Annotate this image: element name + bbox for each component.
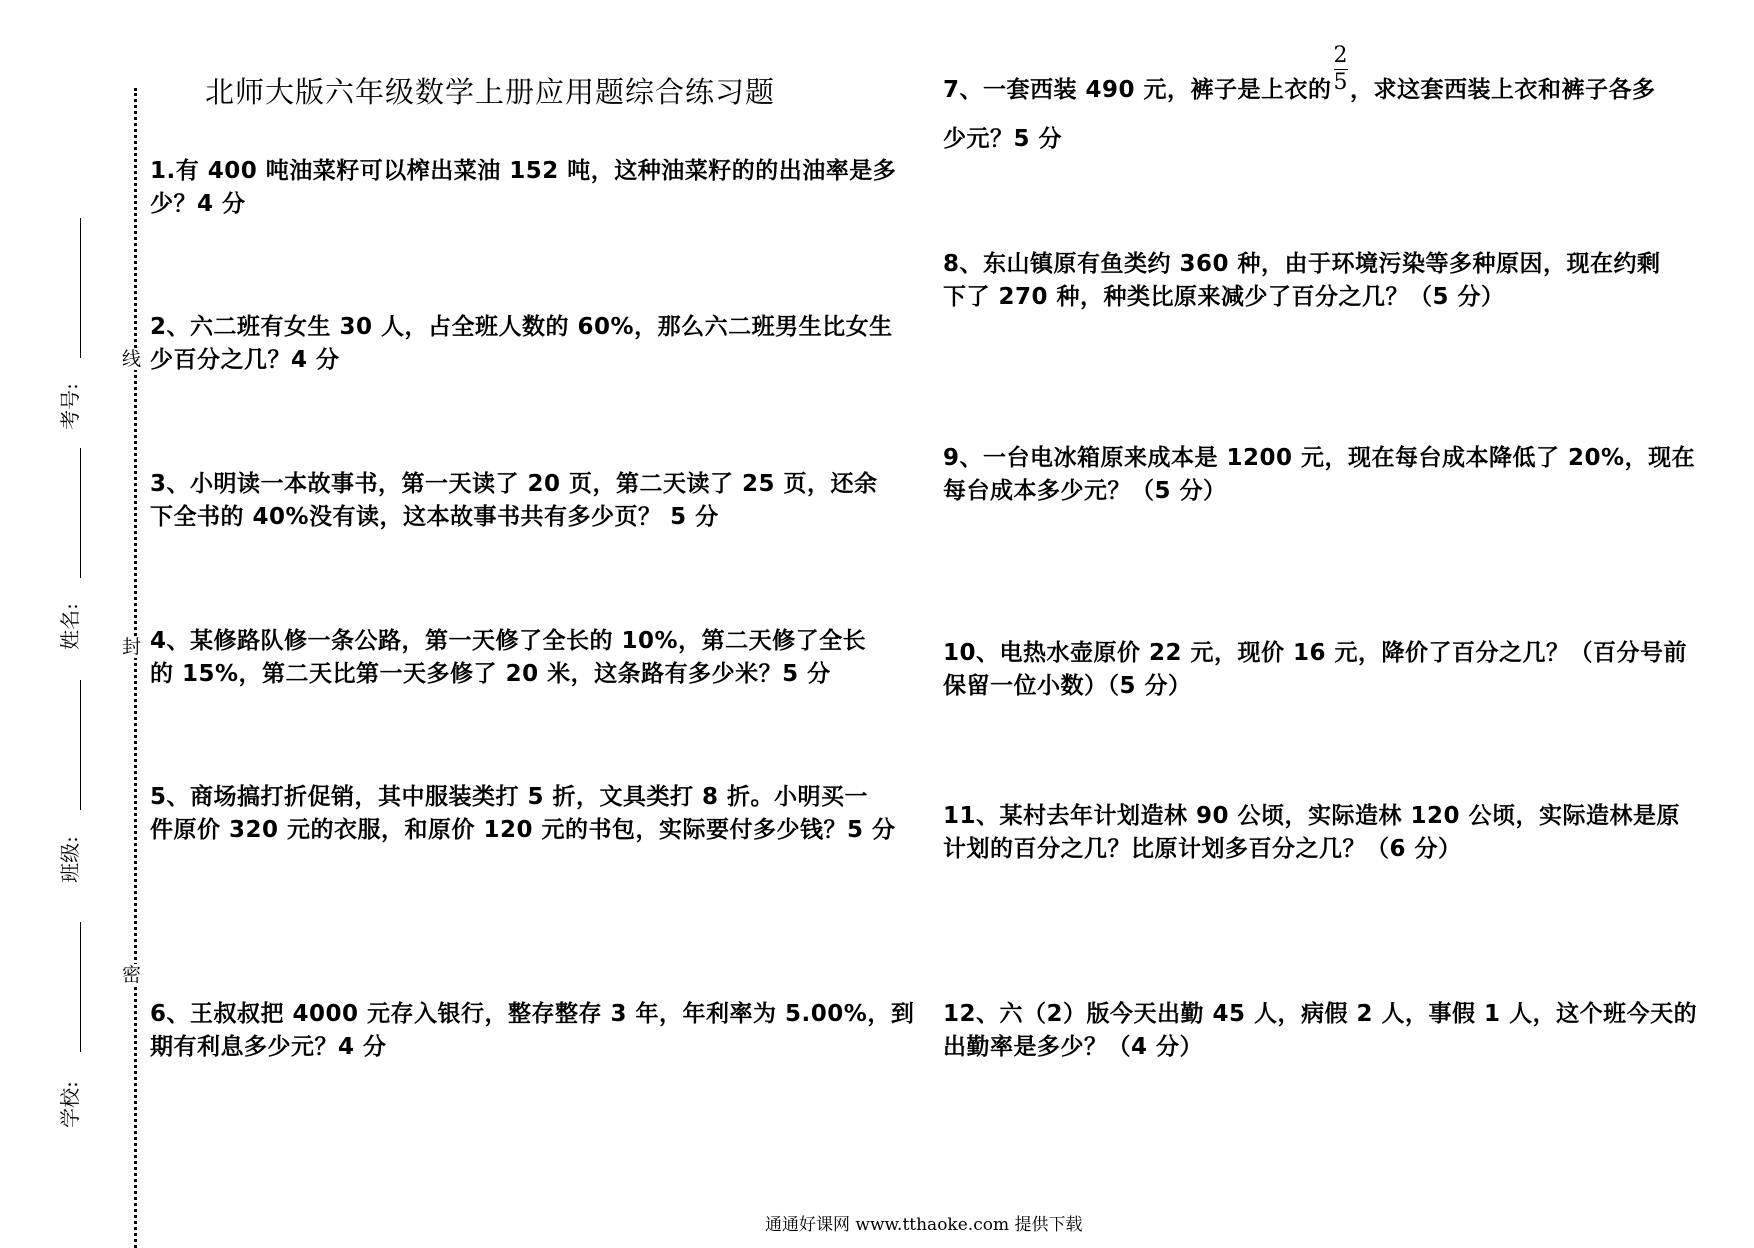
question-8-line2: 下了 270 种，种类比原来减少了百分之几？（5 分） [943,284,1505,310]
question-11-line1: 11、某村去年计划造林 90 公顷，实际造林 120 公顷，实际造林是原 [943,803,1681,829]
binding-dotted-line [134,88,137,1248]
question-5 [150,781,896,847]
school-line [80,922,81,1052]
question-11-line2: 计划的百分之几？比原计划多百分之几？（6 分） [943,836,1462,862]
question-2 [150,311,893,377]
question-1-line2: 少？4 分 [150,191,246,217]
question-9 [943,442,1695,508]
fraction-two-fifths [1334,44,1349,95]
exam-number-line [80,218,81,358]
question-2-line1: 2、六二班有女生 30 人，占全班人数的 60%，那么六二班男生比女生 [150,314,893,340]
question-1 [150,155,896,221]
seal-char-feng: 封 [122,636,142,658]
question-3-line1: 3、小明读一本故事书，第一天读了 20 页，第二天读了 25 页，还余 [150,471,878,497]
question-9-line1: 9、一台电冰箱原来成本是 1200 元，现在每台成本降低了 20%，现在 [943,445,1696,471]
exam-number-label: 考号: [57,383,82,430]
fraction-numerator: 2 [1333,43,1349,68]
question-12-line2: 出勤率是多少？（4 分） [943,1034,1204,1060]
question-10-line1: 10、电热水壶原价 22 元，现价 16 元，降价了百分之几？（百分号前 [943,640,1688,666]
question-10 [943,637,1687,703]
class-label: 班级: [57,836,82,883]
question-1-line1: 1.有 400 吨油菜籽可以榨出菜油 152 吨，这种油菜籽的的出油率是多 [150,158,897,184]
question-8 [943,248,1661,314]
question-7-text-a: 7、一套西装 490 元，裤子是上衣的 [943,77,1332,103]
question-6 [150,998,914,1064]
question-3 [150,468,878,534]
question-9-line2: 每台成本多少元？（5 分） [943,478,1227,504]
question-10-line2: 保留一位小数）（5 分） [943,673,1192,699]
fraction-denominator: 5 [1333,70,1349,95]
question-4-line1: 4、某修路队修一条公路，第一天修了全长的 10%，第二天修了全长 [150,628,867,654]
question-7 [943,43,1656,156]
page-title: 北师大版六年级数学上册应用题综合练习题 [205,75,776,109]
question-4-line2: 的 15%，第二天比第一天多修了 20 米，这条路有多少米？5 分 [150,661,831,687]
footer-source: 通通好课网 www.tthaoke.com 提供下载 [765,1215,1083,1235]
name-line [80,448,81,578]
question-5-line2: 件原价 320 元的衣服，和原价 120 元的书包，实际要付多少钱？5 分 [150,817,896,843]
question-6-line1: 6、王叔叔把 4000 元存入银行，整存整存 3 年，年利率为 5.00%，到 [150,1001,915,1027]
question-11 [943,800,1680,866]
school-label: 学校: [57,1081,82,1128]
question-7-line2: 少元？5 分 [943,126,1063,152]
question-7-line1 [943,43,1656,107]
question-5-line1: 5、商场搞打折促销，其中服装类打 5 折，文具类打 8 折。小明买一 [150,784,869,810]
name-label: 姓名: [57,603,82,650]
question-7-text-b: ，求这套西装上衣和裤子各多 [1350,77,1656,103]
class-line [80,680,81,810]
seal-char-xian: 线 [122,348,142,370]
question-6-line2: 期有利息多少元？4 分 [150,1034,387,1060]
question-12 [943,998,1697,1064]
seal-char-mi: 密 [122,964,142,986]
question-4 [150,625,866,691]
question-8-line1: 8、东山镇原有鱼类约 360 种，由于环境污染等多种原因，现在约剩 [943,251,1661,277]
question-12-line1: 12、六（2）版今天出勤 45 人，病假 2 人，事假 1 人，这个班今天的 [943,1001,1698,1027]
question-3-line2: 下全书的 40%没有读，这本故事书共有多少页？ 5 分 [150,504,719,530]
question-2-line2: 少百分之几？4 分 [150,347,340,373]
